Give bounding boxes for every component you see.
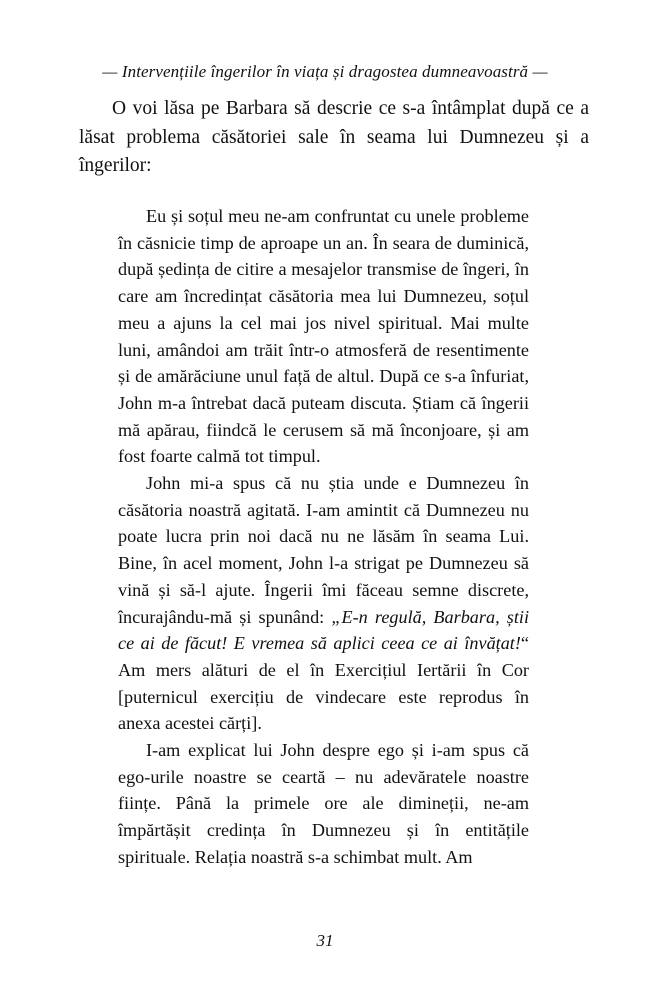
quote-paragraph-2-text-start: John mi-a spus că nu știa unde e Dumnezeu în căsătoria noastră agitată. I-am amintit că Dumnezeu nu poate lucra prin noi dacă nu ne lăsăm în seama Lui. Bine, în acel moment, John l-a strigat pe Dumnezeu să vină și să-l ajute. Îngerii îmi făceau semne discrete, încurajându-mă și spunând: [118,473,529,627]
quote-paragraph-2-text-end: “ Am mers alături de el în Exercițiul Iertării în Cor [puternicul exercițiu de vindecare este reprodus în anexa acestei cărți]. [118,633,529,734]
quote-paragraph-3: I-am explicat lui John despre ego și i-am spus că ego-urile noastre se ceartă – nu adevăratele noastre ființe. Până la primele ore ale dimineții, ne-am împărtășit credința în Dumnezeu și în entitățile spirituale. Relația noastră s-a schimbat mult. Am [118,740,529,867]
block-quote [118,203,529,871]
running-header: — Intervențiile îngerilor în viața și dragostea dumneavoastră — [102,62,548,81]
page-number: 31 [316,931,334,950]
quote-paragraph-2 [118,470,529,737]
intro-paragraph: O voi lăsa pe Barbara să descrie ce s-a întâmplat după ce a lăsat problema căsătoriei sale în seama lui Dumnezeu și a îngerilor: [79,98,589,176]
angels-quote-italic: „E-n regulă, Barbara, știi ce ai de făcut! E vremea să aplici ceea ce ai învățat! [118,606,529,654]
quote-paragraph-1: Eu și soțul meu ne-am confruntat cu unele probleme în căsnicie timp de aproape un an. În seara de duminică, după ședința de citire a mesajelor transmise de îngeri, în care am încredințat căsătoria mea lui Dumnezeu, soțul meu a ajuns la cel mai jos nivel spiritual. Mai multe luni, amândoi am trăit într-o atmosferă de resentimente și de amărăciune unul față de altul. După ce s-a înfuriat, John m-a întrebat dacă puteam discuta. Știam că îngerii mă apărau, fiindcă le cerusem să mă înconjoare, și am fost foarte calmă tot timpul. [118,206,529,467]
